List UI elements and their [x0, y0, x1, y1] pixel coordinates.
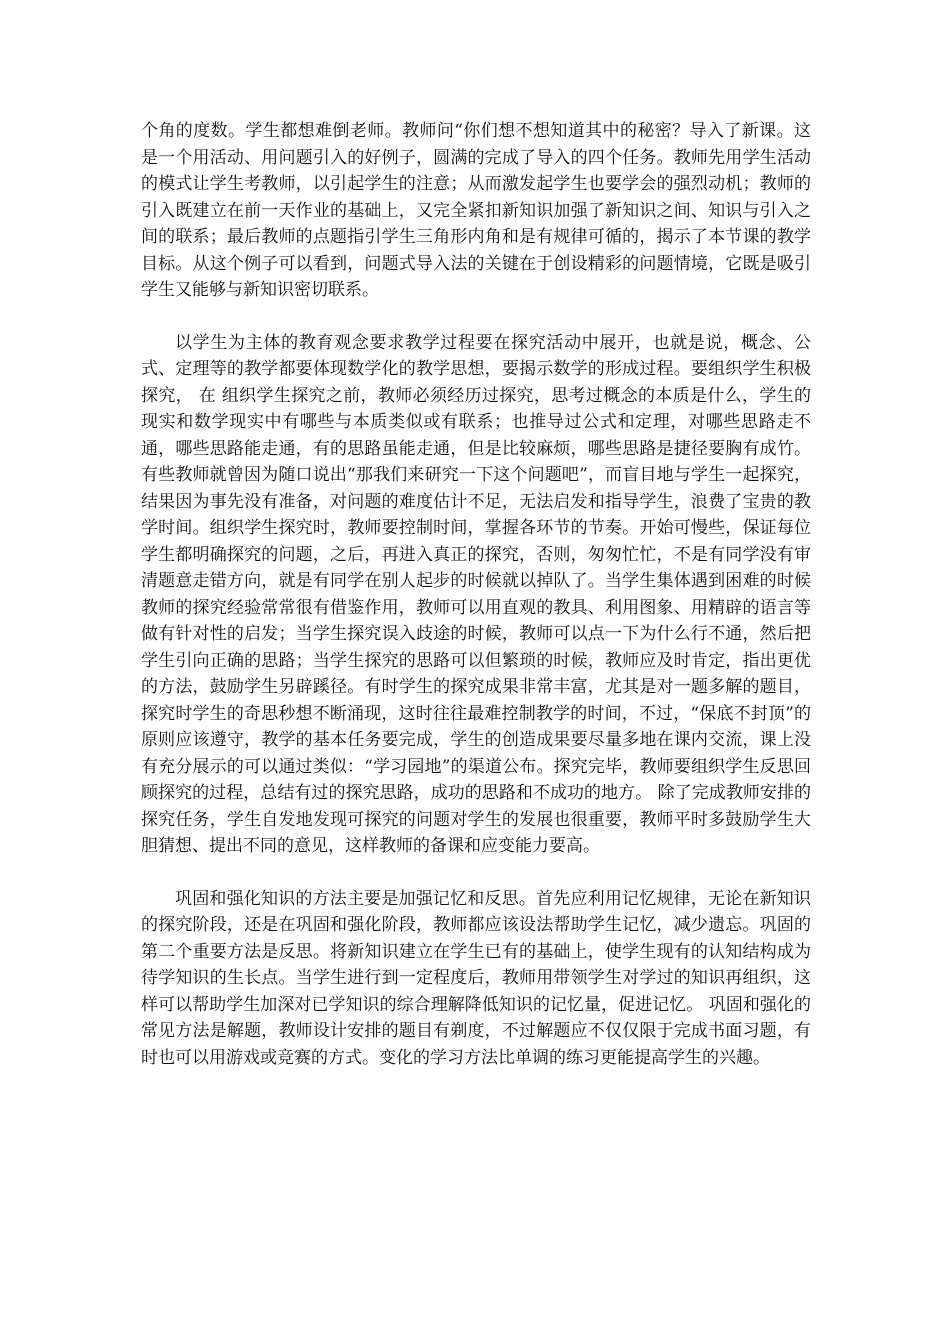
paragraph-3: 巩固和强化知识的方法主要是加强记忆和反思。首先应利用记忆规律，无论在新知识的探究阶段，还是在巩固和强化阶段，教师都应该设法帮助学生记忆，减少遗忘。巩固的第二个重要方法是反思。将新知识建立在学生已有的基础上，使学生现有的认知结构成为待学知识的生长点。当学生进行到一定程度后，教师用带领学生对学过的知识再组织，这样可以帮助学生加深对已学知识的综合理解降低知识的记忆量，促进记忆。 巩固和强化的常见方法是解题，教师设计安排的题目有剃度，不过解题应不仅仅限于完成书面习题，有时也可以用游戏或竞赛的方式。变化的学习方法比单调的练习更能提高学生的兴趣。: [141, 888, 811, 1068]
paragraph-2: 以学生为主体的教育观念要求教学过程要在探究活动中展开，也就是说，概念、公式、定理等的教学都要体现数学化的教学思想，要揭示数学的形成过程。要组织学生积极探究， 在 组织学生探究之前，教师必须经历过探究，思考过概念的本质是什么，学生的现实和数学现实中有哪些与本质类似或有联系；也推导过公式和定理，对哪些思路走不通，哪些思路能走通，有的思路虽能走通，但是比较麻烦，哪些思路是捷径要胸有成竹。有些教师就曾因为随口说出“那我们来研究一下这个问题吧”，而盲目地与学生一起探究，结果因为事先没有准备，对问题的难度估计不足，无法启发和指导学生，浪费了宝贵的教学时间。组织学生探究时，教师要控制时间，掌握各环节的节奏。开始可慢些，保证每位学生都明确探究的问题，之后，再进入真正的探究，否则，匆匆忙忙，不是有同学没有审清题意走错方向，就是有同学在别人起步的时候就以掉队了。当学生集体遇到困难的时候教师的探究经验常常很有借鉴作用，教师可以用直观的教具、利用图象、用精辟的语言等做有针对性的启发；当学生探究误入歧途的时候，教师可以点一下为什么行不通，然后把学生引向正确的思路；当学生探究的思路可以但繁琐的时候，教师应及时肯定，指出更优的方法，鼓励学生另辟蹊径。有时学生的探究成果非常丰富，尤其是对一题多解的题目，探究时学生的奇思秒想不断涌现，这时往往最难控制教学的时间，不过，“保底不封顶”的原则应该遵守，教学的基本任务要完成，学生的创造成果要尽量多地在课内交流，课上没有充分展示的可以通过类似：“学习园地”的渠道公布。探究完毕，教师要组织学生反思回顾探究的过程，总结有过的探究思路，成功的思路和不成功的地方。 除了完成教师安排的探究任务，学生自发地发现可探究的问题对学生的发展也很重要，教师平时多鼓励学生大胆猜想、提出不同的意见，这样教师的备课和应变能力要高。: [141, 332, 811, 856]
paragraph-1: 个角的度数。学生都想难倒老师。教师问“你们想不想知道其中的秘密？导入了新课。这是一个用活动、用问题引入的好例子，圆满的完成了导入的四个任务。教师先用学生活动的模式让学生考教师，以引起学生的注意；从而激发起学生也要学会的强烈动机；教师的引入既建立在前一天作业的基础上，又完全紧扣新知识加强了新知识之间、知识与引入之间的联系；最后教师的点题指引学生三角形内角和是有规律可循的，揭示了本节课的教学目标。从这个例子可以看到，问题式导入法的关键在于创设精彩的问题情境，它既是吸引学生又能够与新知识密切联系。: [141, 121, 811, 300]
document-page: [141, 118, 811, 1071]
